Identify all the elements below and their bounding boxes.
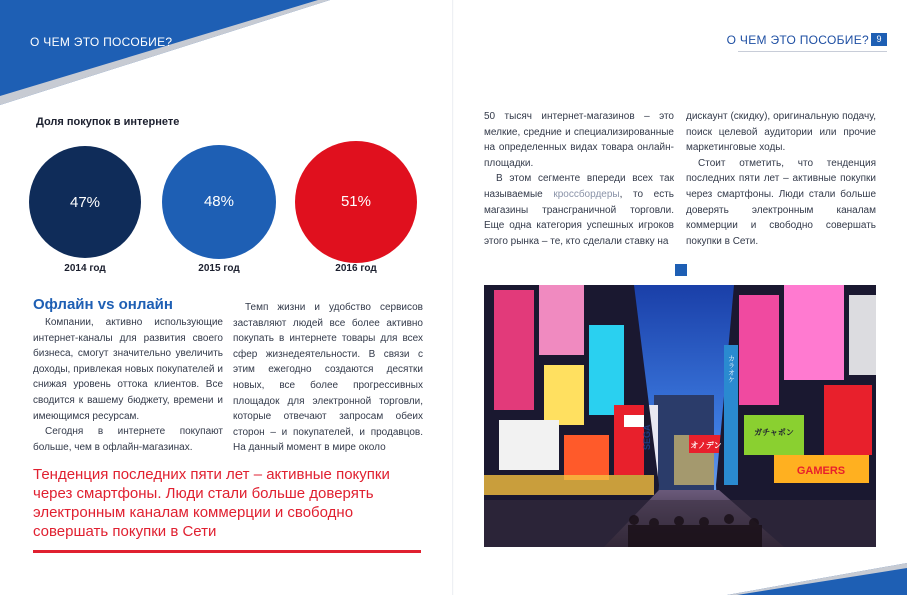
text-column-1 (484, 109, 674, 249)
paragraph: 50 тысяч интернет-магазинов – это мелкие, средние и специализированные на определенных видах товара онлайн-площадки. (484, 111, 674, 169)
paragraph (484, 171, 674, 249)
text-column-2 (686, 109, 876, 249)
chart-circle-1 (29, 146, 141, 258)
text-span: , то есть магазины трансграничной торговли. Еще одна категория успешных игроков этого рынка – те, кто сделали ставку на (484, 188, 674, 247)
chart-category-label: 2015 год (198, 263, 240, 274)
crossborder-link[interactable]: кроссбордеры (553, 188, 620, 200)
pull-quote: Тенденция последних пяти лет – активные покупки через смартфоны. Люди стали больше доверять электронным каналам коммерции и свободно совершать покупки в Сети (33, 466, 390, 540)
page-number: 9 (871, 33, 887, 46)
header-rule (738, 51, 887, 52)
left-page (0, 0, 453, 595)
text-column-2 (233, 300, 423, 456)
chart-value-label: 47% (69, 193, 101, 211)
header-title: О ЧЕМ ЭТО ПОСОБИЕ? (30, 35, 173, 49)
paragraph: Сегодня в интернете покупают больше, чем в офлайн-магазинах. (33, 426, 223, 453)
karaoke-sign: カラオケ (727, 355, 735, 383)
gacha-sign: ガチャポン (754, 428, 794, 437)
paragraph: Компании, активно использующие интернет-каналы для развития своего бизнеса, смогут значительно увеличить доходы, привлекая новых покупателей и снижая уровень оттока клиентов. Все сводится к вашему бюджету, времени и имеющимся ресурсам. (33, 317, 223, 422)
chart-title: Доля покупок в интернете (36, 116, 180, 128)
footer-wedge (707, 563, 907, 595)
paragraph: Стоит отметить, что тенденция последних пяти лет – активные покупки через смартфоны. Люди стали больше доверять электронным каналам коммерции и свободно совершать покупки в Сети. (686, 157, 876, 247)
paragraph: Темп жизни и удобство сервисов заставляют людей все более активно покупать в интернете товары для всех сфер жизнедеятельности. В связи с этим ежегодно создаются десятки новых, все более прогрессивных площадок для электронной торговли, которые отвечают запросам обеих сторон – и покупателей, и продавцов. На данный момент в мире около (233, 302, 423, 454)
akihabara-photo (484, 285, 876, 547)
chart-circle-2 (162, 145, 277, 260)
chart-value-label: 48% (203, 193, 234, 211)
paragraph: дискаунт (скидку), оригинальную подачу, поиск целевой аудитории или прочие маркетинговые ходы. (686, 111, 876, 154)
chart-circle-3 (295, 141, 417, 263)
header-title: О ЧЕМ ЭТО ПОСОБИЕ? (726, 33, 869, 47)
section-marker (675, 264, 687, 276)
text-column-1 (33, 315, 223, 455)
chart-category-label: 2016 год (335, 263, 377, 274)
header-wedge (0, 0, 453, 110)
right-page (454, 0, 907, 595)
section-heading: Офлайн vs онлайн (33, 296, 173, 313)
chart-category-label: 2014 год (64, 263, 106, 274)
oden-sign: オノデン (690, 441, 722, 450)
gamers-sign: GAMERS (796, 465, 846, 477)
chart-value-label: 51% (340, 193, 371, 211)
pull-quote-rule (33, 550, 421, 553)
text-span: В этом сегменте впереди всех так называемые (484, 173, 674, 200)
sega-sign: SEGA (642, 424, 652, 450)
